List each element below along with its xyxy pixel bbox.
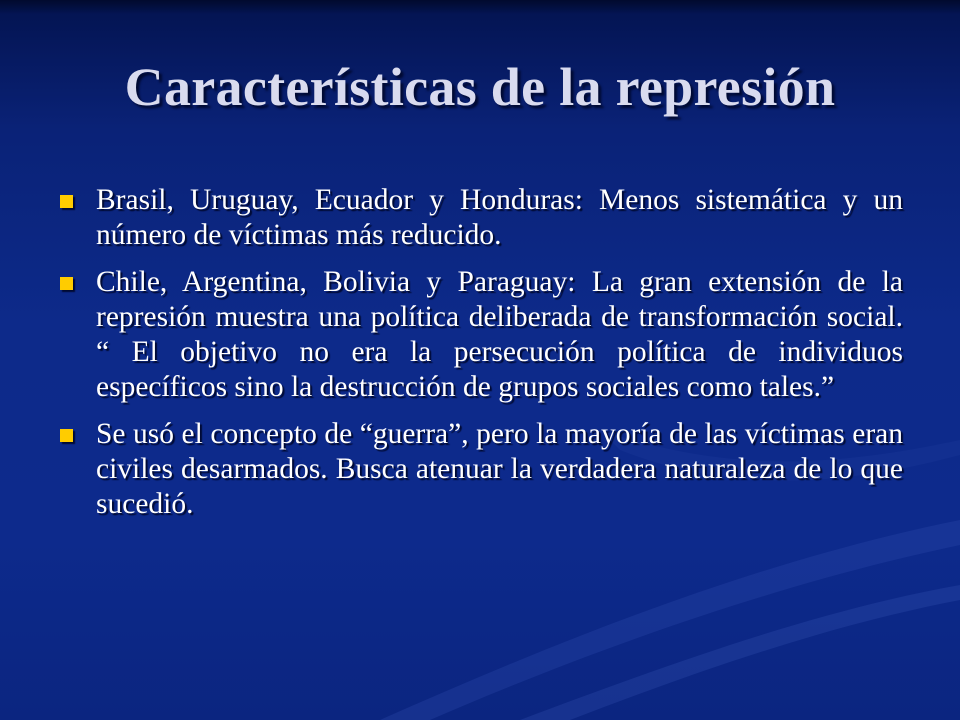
bullet-item [58,183,903,253]
bullet-list [58,183,903,534]
square-bullet-icon [60,195,73,208]
bullet-text: Brasil, Uruguay, Ecuador y Honduras: Menos sistemática y un número de víctimas más reducido. [96,184,903,251]
bullet-text: Chile, Argentina, Bolivia y Paraguay: La gran extensión de la represión muestra una política deliberada de transformación social. “ El objetivo no era la persecución política de individuos específicos sino la destrucción de grupos sociales como tales.” [96,266,903,403]
bullet-item [58,417,903,522]
bullet-item [58,265,903,405]
slide-title: Características de la represión [124,57,836,117]
bullet-text: Se usó el concepto de “guerra”, pero la mayoría de las víctimas eran civiles desarmados. Busca atenuar la verdadera naturaleza de lo que sucedió. [96,418,903,520]
square-bullet-icon [60,277,73,290]
square-bullet-icon [60,429,73,442]
